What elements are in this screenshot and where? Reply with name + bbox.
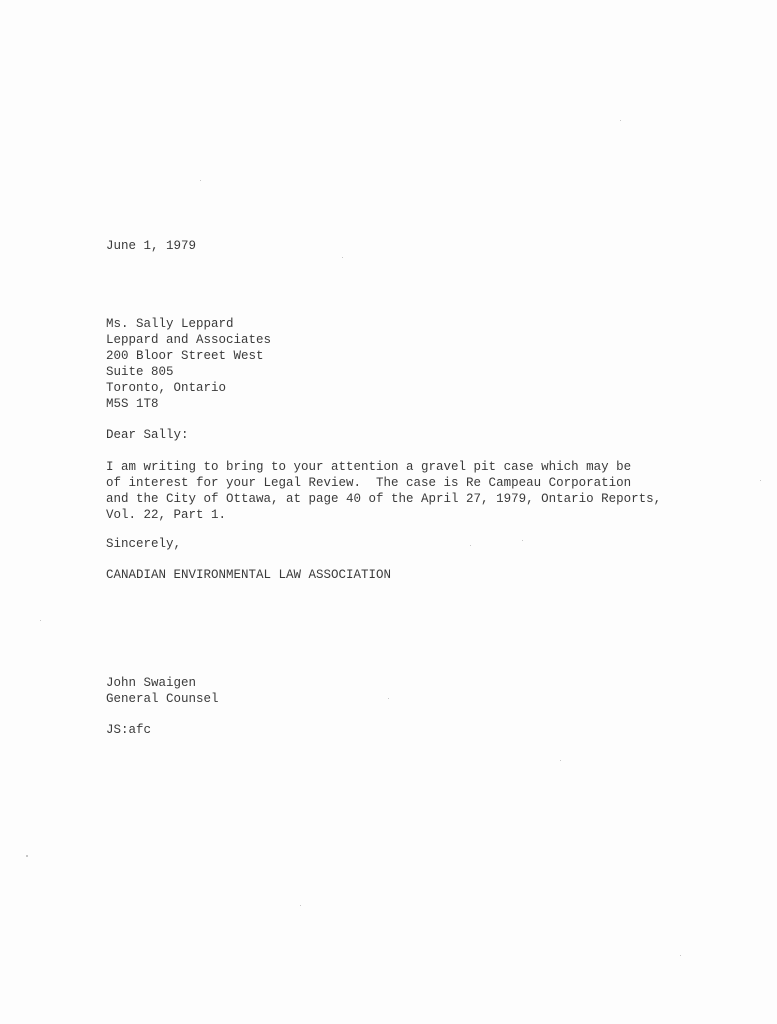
scan-speck: [26, 855, 28, 857]
scan-speck: [620, 120, 621, 121]
body-line: of interest for your Legal Review. The case is Re Campeau Corporation: [106, 476, 632, 490]
scan-speck: [760, 480, 761, 481]
body-line: Vol. 22, Part 1.: [106, 508, 227, 522]
body-line: and the City of Ottawa, at page 40 of the April 27, 1979, Ontario Reports,: [106, 492, 662, 506]
signer-title: General Counsel: [106, 692, 219, 706]
scan-speck: [680, 955, 681, 956]
signer-name: John Swaigen: [106, 676, 197, 690]
recipient-name: Ms. Sally Leppard: [106, 317, 234, 331]
recipient-suite: Suite 805: [106, 365, 174, 379]
scan-speck: [470, 545, 471, 546]
scan-speck: [522, 540, 523, 541]
recipient-city: Toronto, Ontario: [106, 381, 227, 395]
scan-speck: [40, 620, 41, 621]
reference-initials: JS:afc: [106, 723, 152, 737]
body-line: I am writing to bring to your attention a gravel pit case which may be: [106, 460, 632, 474]
recipient-firm: Leppard and Associates: [106, 333, 272, 347]
letter-date: June 1, 1979: [106, 239, 197, 253]
scan-speck: [560, 760, 561, 761]
scan-speck: [388, 698, 389, 699]
organization-name: CANADIAN ENVIRONMENTAL LAW ASSOCIATION: [106, 568, 392, 582]
salutation: Dear Sally:: [106, 428, 189, 442]
scan-speck: [342, 257, 343, 258]
scan-speck: [200, 180, 201, 181]
scan-speck: [300, 905, 301, 906]
closing: Sincerely,: [106, 537, 182, 551]
recipient-street: 200 Bloor Street West: [106, 349, 264, 363]
recipient-postal-code: M5S 1T8: [106, 397, 159, 411]
